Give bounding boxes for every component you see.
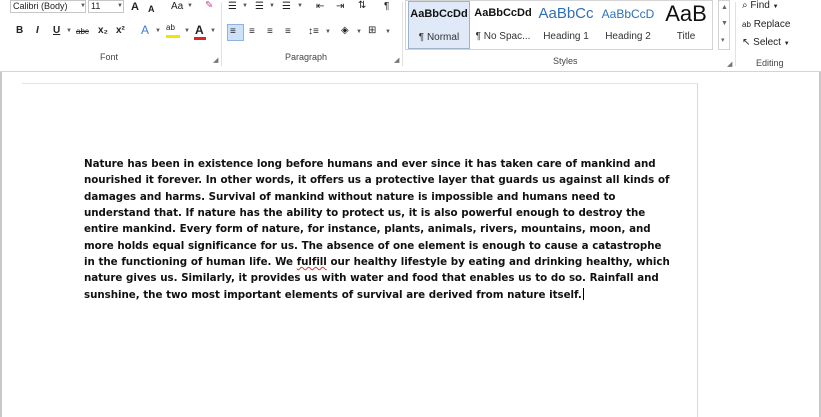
decrease-indent-icon[interactable]: ⇤	[316, 1, 325, 12]
font-color-swatch	[194, 37, 206, 40]
find-icon: ⌕	[742, 0, 748, 11]
paragraph-dialog-launcher-icon[interactable]: ◢	[394, 57, 400, 64]
paragraph-line: entire mankind. Every form of nature, for instance, plants, animals, rivers, mountains, moon, and	[84, 223, 651, 236]
paragraph-line: nourished it forever. In other words, it offers us a protective layer that guards us against all kinds of	[84, 174, 670, 187]
styles-scroll-up-icon[interactable]: ▲	[721, 4, 728, 11]
font-name-dropdown-icon[interactable]: ▼	[80, 3, 86, 9]
styles-more-icon[interactable]: ▾	[721, 37, 725, 44]
style-no-spacing-sample: AaBbCcDd	[474, 7, 532, 19]
highlight-dropdown-icon[interactable]: ▼	[184, 28, 190, 34]
styles-scroll-down-icon[interactable]: ▼	[721, 20, 728, 27]
document-page[interactable]	[22, 83, 698, 417]
paragraph-line-end: our healthy lifestyle by eating and drinking healthy, which	[326, 256, 670, 269]
strikethrough-button[interactable]: abc	[76, 27, 89, 36]
ribbon	[0, 0, 821, 72]
paragraph-line-text: sunshine, the two most important elements of survival are derived from nature itself.	[84, 288, 582, 301]
style-no-spacing[interactable]	[472, 1, 534, 49]
numbering-dropdown-icon[interactable]: ▼	[269, 3, 275, 9]
borders-icon[interactable]: ⊞	[368, 25, 377, 36]
styles-dialog-launcher-icon[interactable]: ◢	[727, 61, 733, 68]
document-body[interactable]	[84, 156, 670, 303]
underline-dropdown-icon[interactable]: ▼	[66, 28, 72, 34]
shading-dropdown-icon[interactable]: ▼	[356, 29, 362, 35]
replace-label: Replace	[753, 19, 791, 30]
borders-dropdown-icon[interactable]: ▼	[385, 29, 391, 35]
paragraph-line-with-misspelling	[84, 254, 670, 270]
shrink-font-button[interactable]: A	[148, 4, 155, 14]
style-title-sample: AaB	[665, 1, 707, 26]
font-color-button[interactable]: A	[195, 23, 204, 37]
show-formatting-marks-icon[interactable]: ¶	[384, 1, 390, 12]
document-workspace	[2, 73, 819, 417]
increase-indent-icon[interactable]: ⇥	[336, 1, 345, 12]
style-normal-sample: AaBbCcDd	[410, 8, 468, 20]
style-title[interactable]	[660, 1, 712, 49]
select-icon: ↖	[742, 37, 751, 48]
bold-button[interactable]: B	[16, 25, 24, 36]
style-heading-1[interactable]	[536, 1, 596, 49]
find-button[interactable]	[742, 0, 779, 11]
center-icon[interactable]: ≡	[249, 26, 255, 37]
select-label: Select	[753, 37, 781, 48]
divider	[402, 2, 403, 66]
divider	[221, 2, 222, 66]
font-size-dropdown-icon[interactable]: ▼	[117, 3, 123, 9]
paragraph-line-start: in the functioning of human life. We	[84, 256, 297, 269]
style-no-spacing-label: ¶ No Spac...	[475, 31, 531, 42]
grow-font-button[interactable]: A	[131, 1, 139, 13]
multilevel-dropdown-icon[interactable]: ▼	[297, 3, 303, 9]
paragraph-line: Nature has been in existence long before humans and ever since it has taken care of mankind and	[84, 158, 656, 170]
select-dropdown-icon[interactable]: ▼	[783, 41, 790, 47]
underline-button[interactable]: U	[53, 25, 61, 36]
text-cursor	[583, 288, 584, 300]
line-spacing-icon[interactable]: ↕≡	[308, 26, 319, 37]
style-normal[interactable]	[408, 1, 470, 49]
bullets-dropdown-icon[interactable]: ▼	[242, 3, 248, 9]
align-right-icon[interactable]: ≡	[267, 26, 273, 37]
bullets-icon[interactable]: ☰	[228, 1, 237, 12]
style-heading-2[interactable]	[598, 1, 658, 49]
italic-button[interactable]: I	[36, 25, 39, 36]
find-label: Find	[750, 0, 770, 11]
superscript-button[interactable]: x²	[116, 25, 125, 36]
styles-group-label: Styles	[553, 56, 578, 66]
text-effects-dropdown-icon[interactable]: ▼	[155, 28, 161, 34]
paragraph-line: understand that. If nature has the ability to protect us, it is also powerful enough to destroy the	[84, 207, 646, 220]
style-heading-2-sample: AaBbCcD	[601, 7, 655, 21]
styles-gallery	[405, 0, 713, 50]
style-normal-label: ¶ Normal	[418, 32, 460, 43]
paragraph-last-line	[84, 287, 619, 303]
style-heading-2-label: Heading 2	[605, 31, 651, 42]
misspelled-word[interactable]: fulfill	[296, 256, 327, 269]
paragraph-line: nature gives us. Similarly, it provides us with water and food that enables us to do so. Rainfall and	[84, 272, 659, 285]
shading-icon[interactable]: ◈	[341, 25, 349, 36]
editing-group-label: Editing	[756, 58, 784, 68]
change-case-button[interactable]: Aa	[171, 1, 184, 12]
numbering-icon[interactable]: ☰	[255, 1, 264, 12]
paragraph-group-label: Paragraph	[285, 52, 328, 62]
multilevel-list-icon[interactable]: ☰	[282, 1, 291, 12]
font-group-label: Font	[100, 52, 119, 62]
align-left-icon[interactable]: ≡	[230, 26, 236, 37]
font-size-value: 11	[91, 1, 101, 11]
paragraph-line: more holds equal significance for us. The absence of one element is enough to cause a catastrophe	[84, 239, 662, 252]
replace-icon: ab	[742, 20, 751, 29]
style-heading-1-sample: AaBbCc	[538, 5, 594, 22]
select-button[interactable]	[742, 37, 790, 48]
find-dropdown-icon[interactable]: ▼	[772, 4, 779, 10]
text-effects-button[interactable]: A	[141, 23, 150, 37]
styles-scroller[interactable]	[718, 0, 730, 50]
font-name-box[interactable]	[10, 0, 86, 13]
style-title-label: Title	[676, 31, 696, 42]
font-color-dropdown-icon[interactable]: ▼	[210, 28, 216, 34]
sort-icon[interactable]: ⇅	[358, 0, 367, 11]
highlight-swatch	[166, 35, 180, 38]
clear-formatting-icon[interactable]: ✎	[205, 0, 214, 11]
change-case-dropdown-icon[interactable]: ▼	[187, 3, 193, 9]
replace-button[interactable]	[742, 19, 790, 30]
subscript-button[interactable]: x₂	[98, 25, 109, 36]
highlight-button[interactable]: ab	[166, 23, 175, 32]
font-name-value: Calibri (Body)	[13, 1, 68, 11]
style-heading-1-label: Heading 1	[543, 31, 589, 42]
justify-icon[interactable]: ≡	[285, 26, 291, 37]
paragraph-line: damages and harms. Survival of mankind without nature is impossible and humans need to	[84, 190, 616, 203]
line-spacing-dropdown-icon[interactable]: ▼	[325, 29, 331, 35]
divider	[735, 2, 736, 66]
font-dialog-launcher-icon[interactable]: ◢	[213, 57, 219, 64]
